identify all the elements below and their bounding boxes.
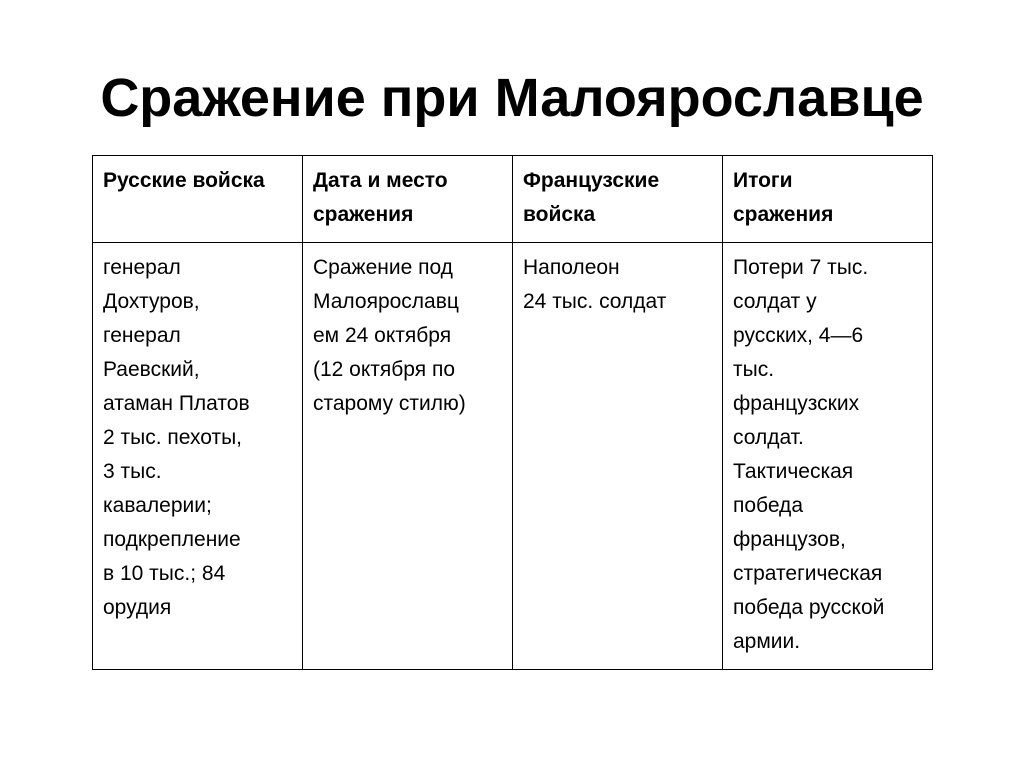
header-line: войска	[523, 203, 596, 226]
cell-line: (12 октября по	[313, 358, 456, 381]
cell-line: ем 24 октября	[313, 324, 452, 347]
cell-results	[723, 243, 933, 670]
cell-line: 3 тыс.	[103, 460, 162, 483]
cell-line: победа	[733, 494, 803, 517]
cell-line: тыс.	[733, 358, 775, 381]
header-french-troops	[513, 156, 723, 243]
header-russian-troops	[93, 156, 303, 243]
cell-line: солдат.	[733, 426, 804, 449]
cell-line: русских, 4—6	[733, 324, 864, 347]
cell-line: Дохтуров,	[103, 290, 200, 313]
cell-line: армии.	[733, 630, 801, 653]
header-line: сражения	[313, 203, 414, 226]
header-line: сражения	[733, 203, 834, 226]
cell-line: 24 тыс. солдат	[523, 290, 667, 313]
cell-line: французских	[733, 392, 860, 415]
cell-line: победа русской	[733, 596, 885, 619]
cell-line: кавалерии;	[103, 494, 212, 517]
cell-line: Наполеон	[523, 256, 620, 279]
table-row	[93, 243, 933, 670]
header-line: Дата и место	[313, 169, 448, 192]
cell-line: Раевский,	[103, 358, 200, 381]
cell-date-place	[303, 243, 513, 670]
slide-title: Сражение при Малоярославце	[100, 68, 924, 128]
cell-line: французов,	[733, 528, 846, 551]
cell-line: подкрепление	[103, 528, 241, 551]
cell-line: Потери 7 тыс.	[733, 256, 869, 279]
cell-russian-troops	[93, 243, 303, 670]
cell-line: Сражение под	[313, 256, 453, 279]
cell-line: генерал	[103, 324, 181, 347]
cell-line: атаман Платов	[103, 392, 250, 415]
cell-line: Малоярославц	[313, 290, 459, 313]
header-results	[723, 156, 933, 243]
cell-line: солдат у	[733, 290, 817, 313]
cell-line: генерал	[103, 256, 181, 279]
battle-summary-table	[92, 155, 933, 670]
cell-line: в 10 тыс.; 84	[103, 562, 226, 585]
cell-line: стратегическая	[733, 562, 883, 585]
table-header-row	[93, 156, 933, 243]
header-date-place	[303, 156, 513, 243]
header-line: Французские	[523, 169, 660, 192]
header-line: Русские войска	[103, 169, 265, 192]
cell-line: 2 тыс. пехоты,	[103, 426, 243, 449]
header-line: Итоги	[733, 169, 793, 192]
cell-line: старому стилю)	[313, 392, 466, 415]
cell-french-troops	[513, 243, 723, 670]
cell-line: орудия	[103, 596, 172, 619]
cell-line: Тактическая	[733, 460, 854, 483]
